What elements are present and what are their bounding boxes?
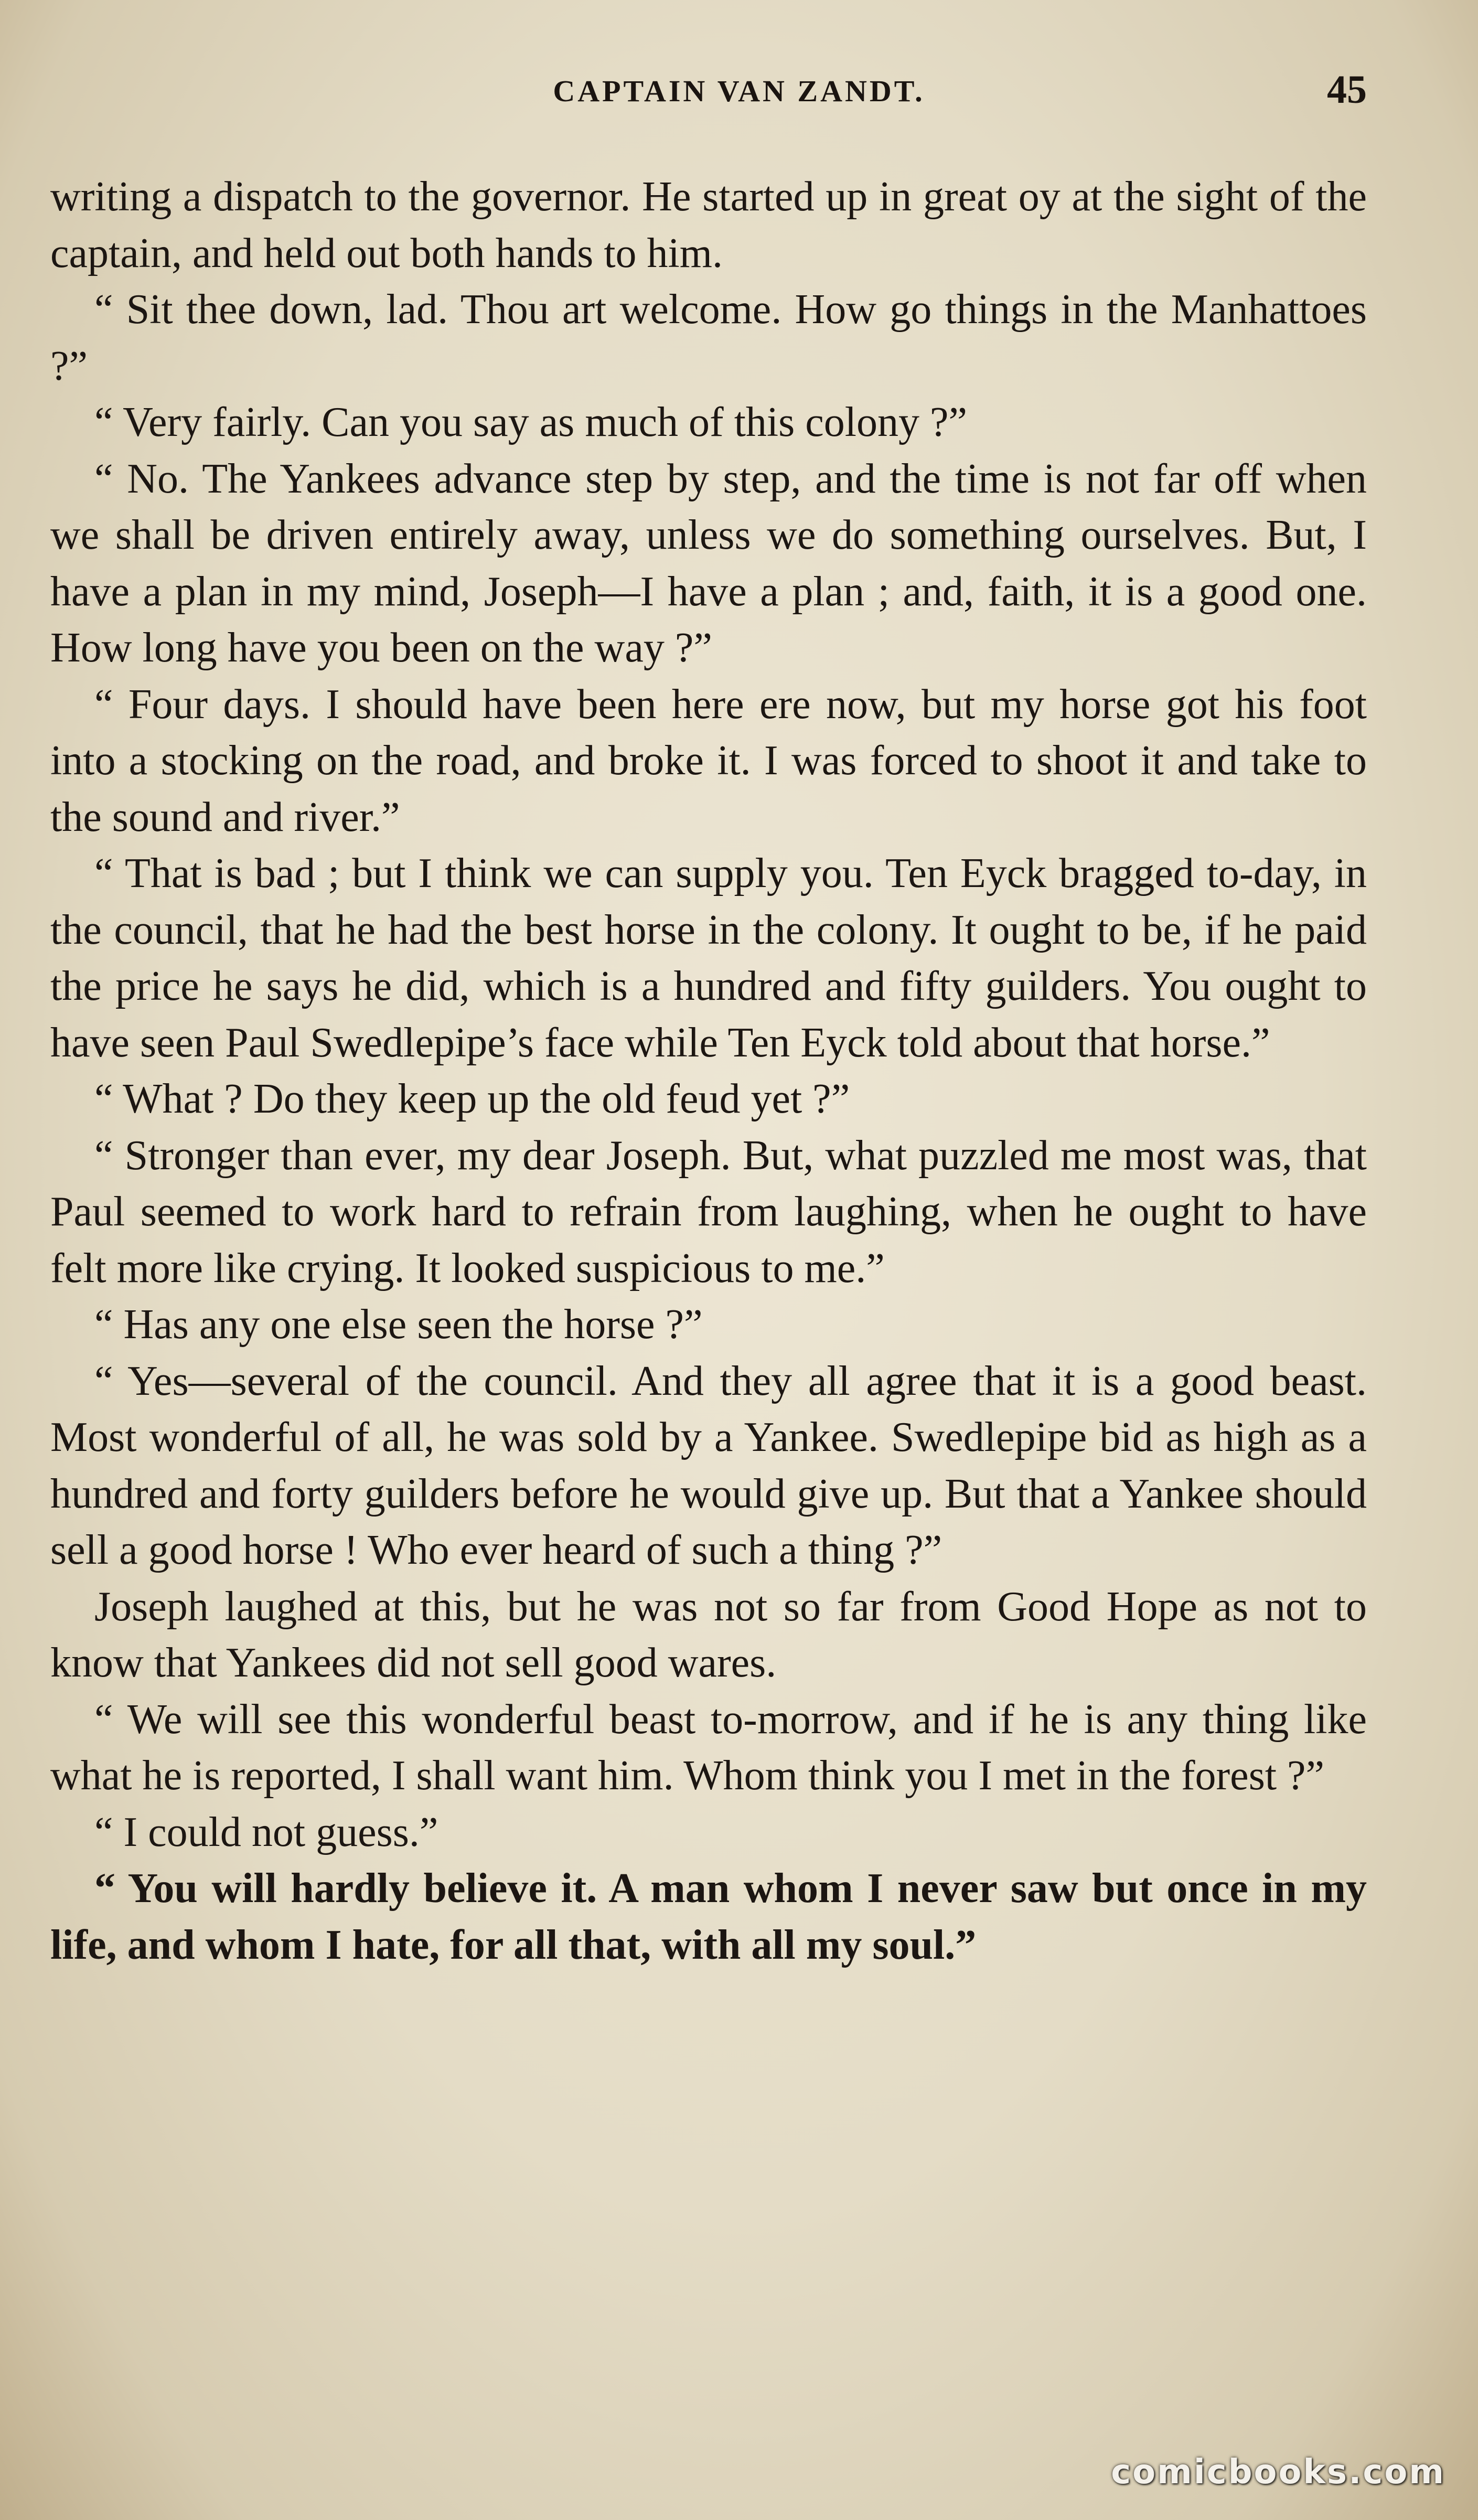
paragraph: “ Very fairly. Can you say as much of this colony ?” bbox=[94, 399, 968, 445]
running-title: CAPTAIN VAN ZANDT. bbox=[553, 74, 925, 108]
paragraph: “ Four days. I should have been here ere now, but my horse got his foot into a stocking on the road, and broke it. I was forced to shoot it and take to the sound and river.” bbox=[50, 681, 1367, 840]
paragraph: “ Has any one else seen the horse ?” bbox=[94, 1301, 703, 1348]
paragraph: “ We will see this wonderful beast to-morrow, and if he is any thing like what he is reported, I shall want him. Whom think you I met in the forest ?” bbox=[50, 1696, 1367, 1799]
paragraph: “ No. The Yankees advance step by step, and the time is not far off when we shall be driven entirely away, unless we do something ourselves. But, I have a plan in my mind, Joseph—I have a plan ; and, faith, it is a good one. How long have you been on the way ?” bbox=[50, 455, 1367, 671]
page-number: 45 bbox=[1327, 68, 1367, 112]
paragraph: “ Sit thee down, lad. Thou art welcome. How go things in the Manhattoes ?” bbox=[50, 286, 1367, 389]
paragraph: “ I could not guess.” bbox=[94, 1809, 438, 1855]
paragraph: “ You will hardly believe it. A man whom I never saw but once in my life, and whom I hate, for all that, with all my soul.” bbox=[50, 1865, 1367, 1968]
watermark-text: comicbooks.com bbox=[1111, 2453, 1445, 2492]
paragraph: Joseph laughed at this, but he was not so far from Good Hope as not to know that Yankees did not sell good wares. bbox=[50, 1583, 1367, 1686]
paragraph: writing a dispatch to the governor. He started up in great oy at the sight of the captain, and held out both hands to him. bbox=[50, 174, 1367, 276]
paragraph: “ What ? Do they keep up the old feud yet ?” bbox=[94, 1076, 850, 1122]
body-text bbox=[50, 169, 1367, 1973]
paragraph: “ That is bad ; but I think we can supply you. Ten Eyck bragged to-day, in the council, that he had the best horse in the colony. It ought to be, if he paid the price he says he did, which is a hundred and fifty guilders. You ought to have seen Paul Swedlepipe’s face while Ten Eyck told about that horse.” bbox=[50, 850, 1367, 1066]
paragraph: “ Yes—several of the council. And they all agree that it is a good beast. Most wonderful of all, he was sold by a Yankee. Swedlepipe bid as high as a hundred and forty guilders before he would give up. But that a Yankee should sell a good horse ! Who ever heard of such a thing ?” bbox=[50, 1358, 1367, 1573]
paragraph: “ Stronger than ever, my dear Joseph. But, what puzzled me most was, that Paul seemed to work hard to refrain from laughing, when he ought to have felt more like crying. It looked suspicious to me.” bbox=[50, 1132, 1367, 1291]
